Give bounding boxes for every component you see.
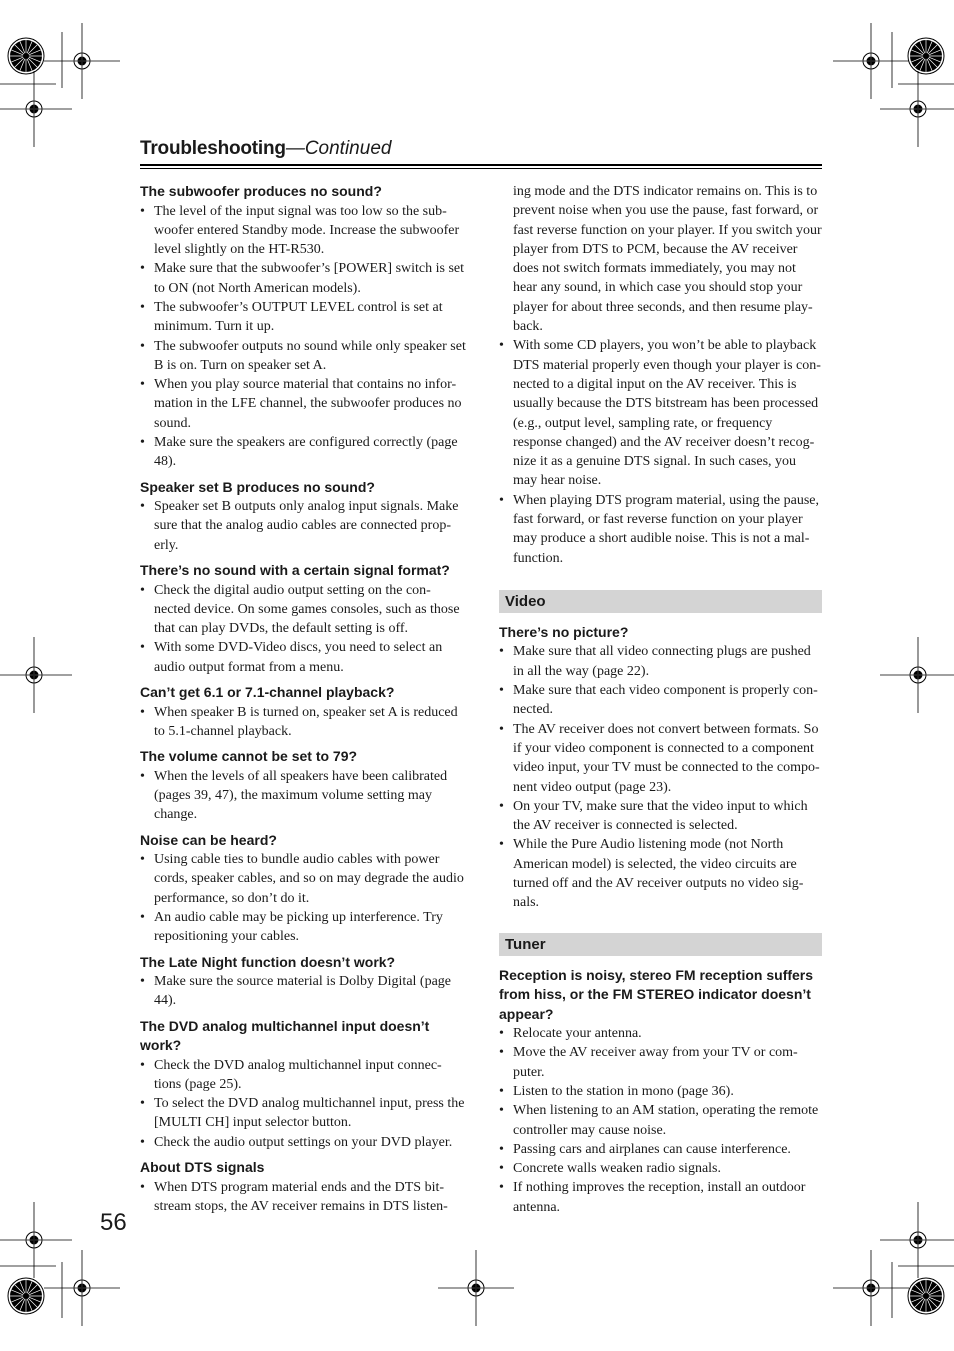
list-item: • Check the digital audio output setting on the con-nected device. On some games consoles, such as those that can play DVDs, the default setting is off.: [140, 581, 466, 639]
list-item: • Passing cars and airplanes can cause interference.: [499, 1140, 822, 1159]
list-item: • Move the AV receiver away from your TV or com-puter.: [499, 1043, 822, 1082]
list-item: • On your TV, make sure that the video input to which the AV receiver is connected is selected.: [499, 797, 822, 836]
right-column: [499, 182, 822, 1217]
list-item: • Check the audio output settings on your DVD player.: [140, 1133, 466, 1152]
faq-answer-list: [140, 1056, 466, 1152]
list-item: • Relocate your antenna.: [499, 1024, 822, 1043]
page-header: [140, 138, 822, 160]
faq-answer-list: [140, 497, 466, 555]
faq-answer-list: [140, 703, 466, 742]
faq-section: [140, 831, 466, 947]
list-item: • The level of the input signal was too low so the sub-woofer entered Standby mode. Increase the subwoofer level slightly on the HT-R530.: [140, 202, 466, 260]
list-item: • The subwoofer’s OUTPUT LEVEL control is set at minimum. Turn it up.: [140, 298, 466, 337]
faq-question: About DTS signals: [140, 1159, 265, 1176]
header-title: Troubleshooting: [140, 138, 286, 159]
faq-answer-list: [140, 1178, 466, 1217]
list-item: • Speaker set B outputs only analog input signals. Make sure that the analog audio cables are connected prop-erly.: [140, 497, 466, 555]
tuner-question: Reception is noisy, stereo FM reception suffers from hiss, or the FM STEREO indicator doesn’t appear?: [499, 966, 814, 1022]
list-item: • Make sure that all video connecting plugs are pushed in all the way (page 22).: [499, 642, 822, 681]
list-item: • With some CD players, you won’t be able to playback DTS material properly even though your player is con-nected to a digital input on the AV receiver. This is usually because the DTS bitstream has been processed (e.g., output level, sampling rate, or frequency response changed) and the AV receiver doesn’t recog-nize it as a genuine DTS signal. In such cases, you may hear noise.: [499, 336, 822, 490]
list-item: • When you play source material that contains no infor-mation in the LFE channel, the subwoofer produces no sound.: [140, 375, 466, 433]
faq-answer-list: [140, 850, 466, 946]
faq-answer-list: [140, 581, 466, 677]
header-rule-thin: [140, 168, 822, 169]
faq-section: [140, 953, 466, 1011]
faq-section: [140, 747, 466, 824]
faq-answer-list: [140, 767, 466, 825]
video-question: There’s no picture?: [499, 623, 629, 640]
list-item: • If nothing improves the reception, install an outdoor antenna.: [499, 1178, 822, 1217]
list-item: • Listen to the station in mono (page 36).: [499, 1082, 822, 1101]
list-item: • Make sure the source material is Dolby Digital (page 44).: [140, 972, 466, 1011]
list-item: • When speaker B is turned on, speaker set A is reduced to 5.1-channel playback.: [140, 703, 466, 742]
list-item: • The subwoofer outputs no sound while only speaker set B is on. Turn on speaker set A.: [140, 337, 466, 376]
faq-section: [140, 1017, 466, 1152]
section-heading-video: Video: [499, 590, 822, 613]
faq-question: The volume cannot be set to 79?: [140, 748, 358, 765]
faq-section: [140, 561, 466, 677]
list-item: • Make sure the speakers are configured correctly (page 48).: [140, 433, 466, 472]
faq-question: The Late Night function doesn’t work?: [140, 953, 396, 970]
list-item: • Check the DVD analog multichannel input connec-tions (page 25).: [140, 1056, 466, 1095]
faq-question: Speaker set B produces no sound?: [140, 478, 375, 495]
faq-answer-list: [140, 202, 466, 472]
list-item: • When DTS program material ends and the DTS bit-stream stops, the AV receiver remains in DTS listen-: [140, 1178, 466, 1217]
faq-question: The subwoofer produces no sound?: [140, 183, 382, 199]
list-item: • The AV receiver does not convert between formats. So if your video component is connected to a component video input, your TV must be connected to the compo-nent video output (page 23).: [499, 720, 822, 797]
faq-question: Can’t get 6.1 or 7.1-channel playback?: [140, 684, 395, 701]
faq-section: [140, 182, 466, 472]
faq-section: [140, 683, 466, 741]
list-item: • An audio cable may be picking up interference. Try repositioning your cables.: [140, 908, 466, 947]
list-item: • When listening to an AM station, operating the remote controller may cause noise.: [499, 1101, 822, 1140]
list-item: • With some DVD-Video discs, you need to select an audio output format from a menu.: [140, 638, 466, 677]
faq-answer-list: [140, 972, 466, 1011]
list-item: • Make sure that the subwoofer’s [POWER] switch is set to ON (not North American models).: [140, 259, 466, 298]
faq-section: [140, 478, 466, 555]
faq-question: There’s no sound with a certain signal format?: [140, 562, 450, 579]
list-item: • When the levels of all speakers have been calibrated (pages 39, 47), the maximum volume setting may change.: [140, 767, 466, 825]
list-item: • When playing DTS program material, using the pause, fast forward, or fast reverse function on your player may produce a short audible noise. This is not a mal-function.: [499, 491, 822, 568]
header-continued: —Continued: [285, 138, 392, 159]
faq-question: The DVD analog multichannel input doesn’t work?: [140, 1017, 430, 1054]
left-column: [140, 182, 466, 1222]
video-list: [499, 642, 822, 912]
faq-section: [140, 1158, 466, 1216]
list-item: • Make sure that each video component is properly con-nected.: [499, 681, 822, 720]
tuner-list: [499, 1024, 822, 1217]
page-number: 56: [100, 1209, 127, 1236]
list-item: • To select the DVD analog multichannel input, press the [MULTI CH] input selector button.: [140, 1094, 466, 1133]
header-rule: [140, 164, 822, 166]
list-item: • Using cable ties to bundle audio cables with power cords, speaker cables, and so on may degrade the audio performance, so don’t do it.: [140, 850, 466, 908]
list-item: • Concrete walls weaken radio signals.: [499, 1159, 822, 1178]
section-heading-tuner: Tuner: [499, 933, 822, 956]
faq-question: Noise can be heard?: [140, 831, 277, 848]
dts-list: [499, 336, 822, 568]
dts-continuation: ing mode and the DTS indicator remains on. This is to prevent noise when you use the pause, fast forward, or fast reverse function on your player. If you switch your player from DTS to PCM, because the AV receiver does not switch formats immediately, you may not hear any sound, in which case you should stop your player for about three seconds, and then resume play-back.: [513, 184, 822, 335]
list-item: • While the Pure Audio listening mode (not North American model) is selected, the video circuits are turned off and the AV receiver outputs no video sig-nals.: [499, 835, 822, 912]
